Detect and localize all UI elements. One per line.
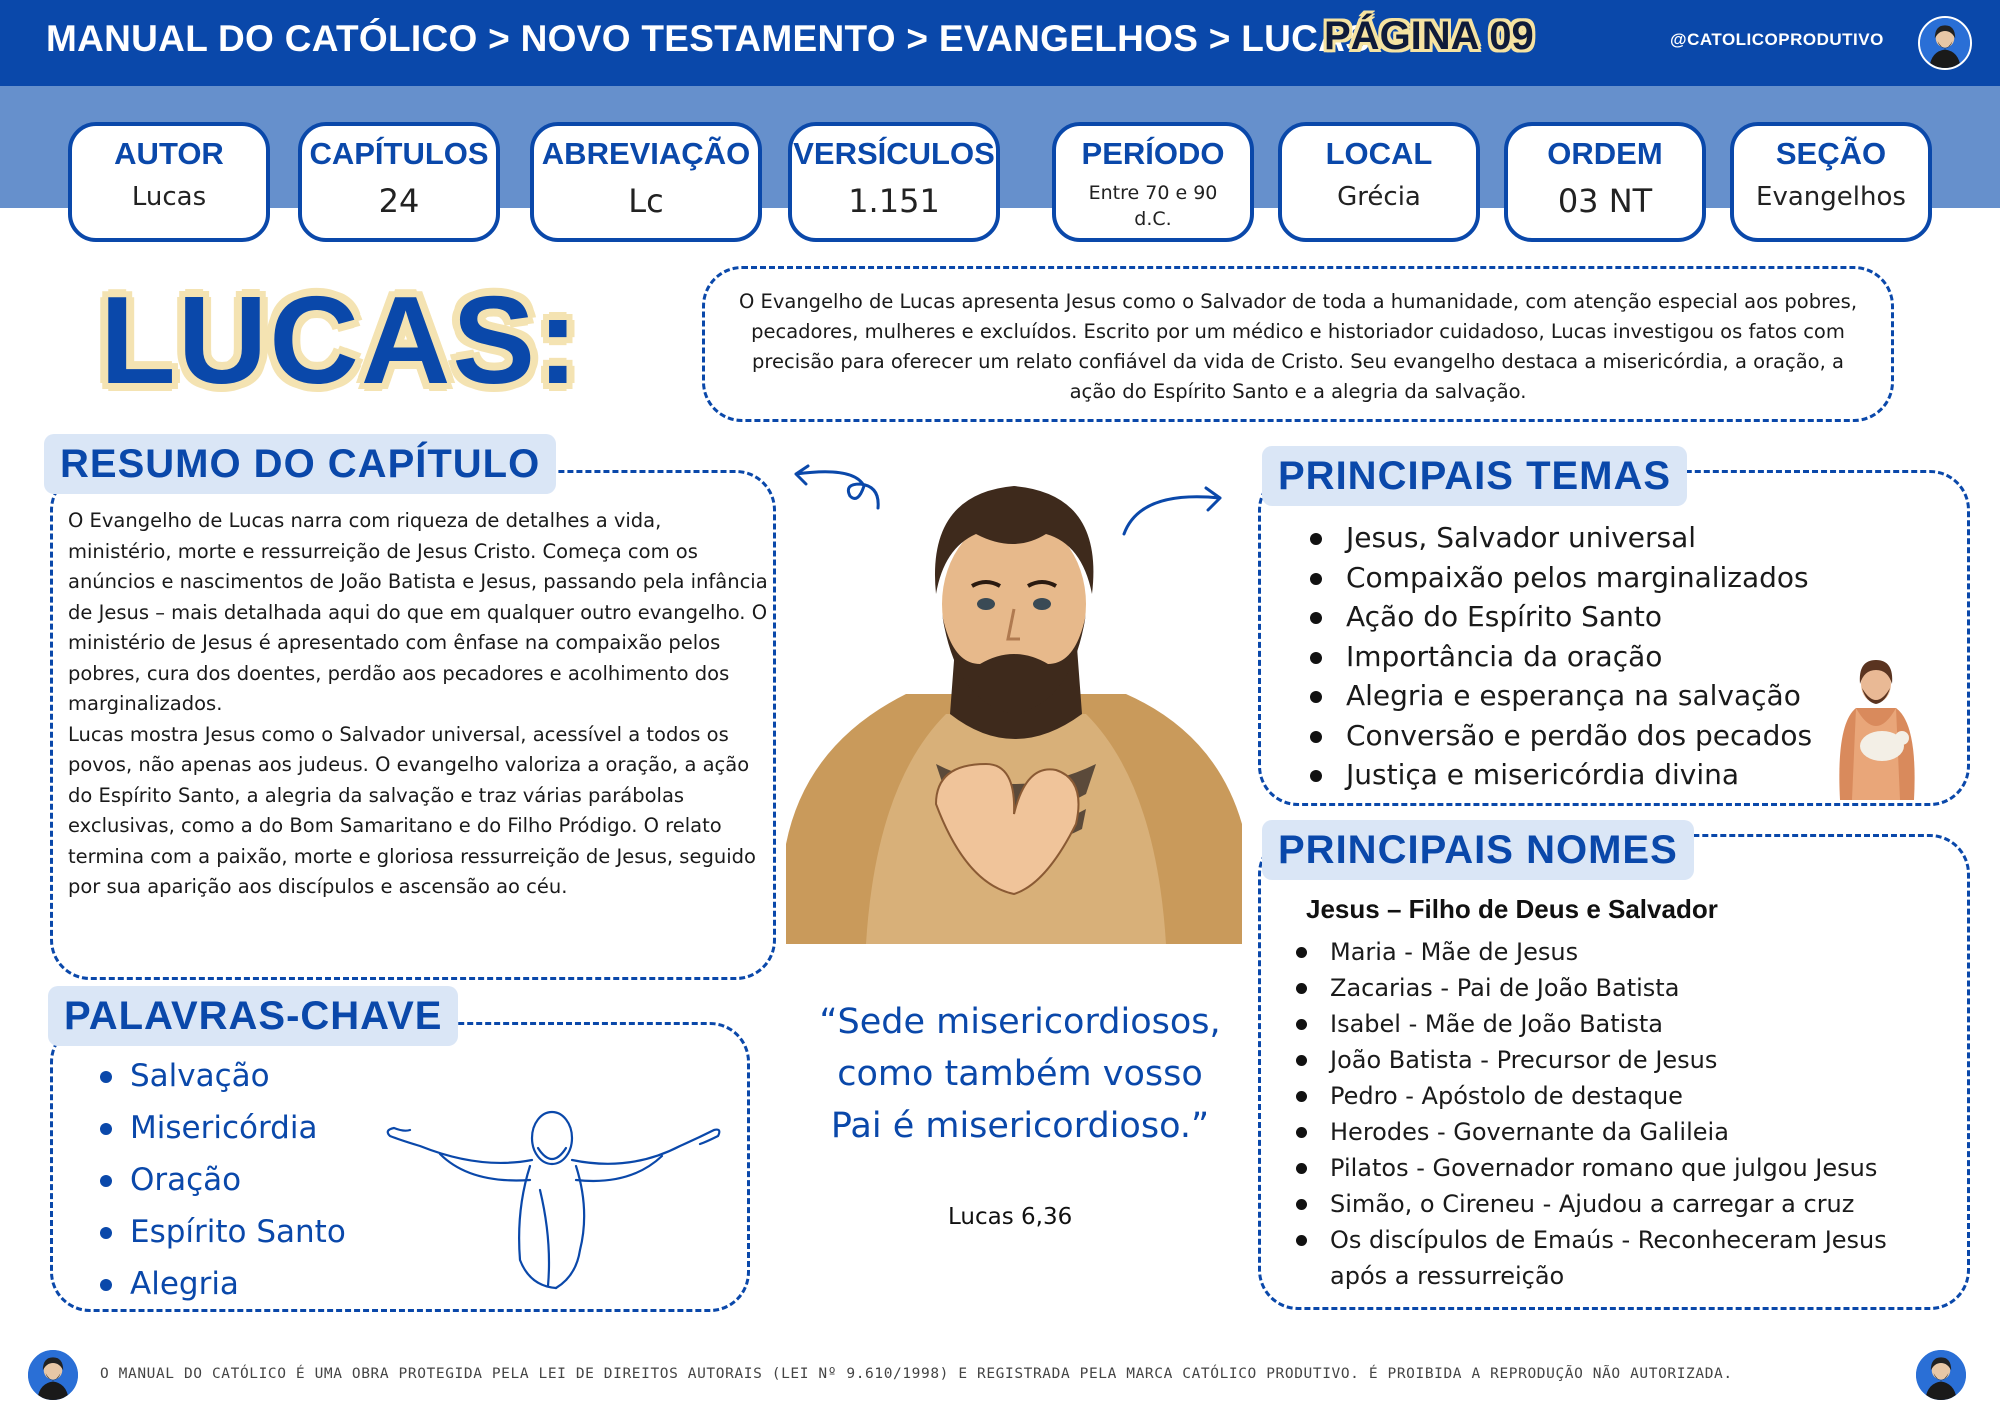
card-abreviacao (530, 122, 762, 242)
card-value: 03 NT (1557, 182, 1653, 220)
card-label: ORDEM (1547, 136, 1663, 171)
card-label: VERSÍCULOS (793, 136, 995, 171)
name-item: Herodes - Governante da Galileia (1296, 1114, 1916, 1150)
card-capitulos (298, 122, 500, 242)
card-secao (1730, 122, 1932, 242)
card-ordem (1504, 122, 1706, 242)
names-list (1296, 934, 1916, 1294)
book-title: LUCAS: (100, 272, 581, 410)
name-item: Pilatos - Governador romano que julgou Jesus (1296, 1150, 1916, 1186)
card-value: Entre 70 e 90 d.C. (1088, 182, 1218, 230)
name-item: Isabel - Mãe de João Batista (1296, 1006, 1916, 1042)
name-item: Zacarias - Pai de João Batista (1296, 970, 1916, 1006)
card-value: Lucas (131, 182, 207, 212)
name-item: Os discípulos de Emaús - Reconheceram Jesus após a ressurreição (1296, 1222, 1916, 1294)
card-value: Evangelhos (1756, 182, 1906, 212)
social-handle[interactable]: @CATOLICOPRODUTIVO (1670, 30, 1884, 49)
theme-item: Jesus, Salvador universal (1310, 518, 1812, 558)
card-label: CAPÍTULOS (309, 136, 489, 171)
card-autor (68, 122, 270, 242)
card-value: 24 (378, 182, 420, 220)
card-value: Grécia (1337, 182, 1421, 212)
theme-item: Ação do Espírito Santo (1310, 597, 1812, 637)
curved-arrow-right-icon (1120, 480, 1230, 540)
intro-text: O Evangelho de Lucas apresenta Jesus como o Salvador de toda a humanidade, com atenção especial aos pobres, pecadores, mulheres e excluídos. Escrito por um médico e historiador cuidadoso, Lucas investigou os fatos com precisão para oferecer um relato confiável da vida de Cristo. Seu evangelho destaca a misericórdia, a oração, a ação do Espírito Santo e a alegria da salvação. (702, 266, 1894, 422)
card-label: AUTOR (114, 136, 224, 171)
card-label: ABREVIAÇÃO (541, 136, 751, 171)
keyword-item: Misericórdia (100, 1102, 346, 1154)
card-label: PERÍODO (1081, 136, 1225, 171)
summary-heading: RESUMO DO CAPÍTULO (44, 434, 556, 494)
names-main: Jesus – Filho de Deus e Salvador (1306, 894, 1718, 924)
jesus-with-lamb-illustration (1826, 654, 1926, 800)
card-value: Lc (628, 182, 664, 220)
avatar-icon (26, 1348, 80, 1402)
name-item: João Batista - Precursor de Jesus (1296, 1042, 1916, 1078)
name-item: Simão, o Cireneu - Ajudou a carregar a cruz (1296, 1186, 1916, 1222)
curved-arrow-left-icon (784, 456, 884, 516)
card-versiculos (788, 122, 1000, 242)
avatar-icon (1918, 16, 1972, 70)
theme-item: Justiça e misericórdia divina (1310, 755, 1812, 795)
themes-heading: PRINCIPAIS TEMAS (1262, 446, 1687, 506)
avatar-icon (1914, 1348, 1968, 1402)
summary-paragraph: O Evangelho de Lucas narra com riqueza de detalhes a vida, ministério, morte e ressurreição de Jesus Cristo. Começa com os anúncios e nascimentos de João Batista e Jesus, passando pela infância de Jesus – mais detalhada aqui do que em qualquer outro evangelho. O ministério de Jesus é apresentado com ênfase na compaixão pelos pobres, cura dos doentes, perdão aos pecadores e acolhimento dos marginalizados. (68, 509, 768, 715)
keyword-item: Espírito Santo (100, 1206, 346, 1258)
keywords-list (100, 1050, 346, 1310)
keyword-item: Alegria (100, 1258, 346, 1310)
keywords-heading: PALAVRAS-CHAVE (48, 986, 458, 1046)
card-label: LOCAL (1325, 136, 1433, 171)
card-periodo (1052, 122, 1254, 242)
card-value: 1.151 (848, 182, 940, 220)
copyright-footer: O MANUAL DO CATÓLICO É UMA OBRA PROTEGIDA PELA LEI DE DIREITOS AUTORAIS (LEI Nº 9.610/1998) E REGISTRADA PELA MARCA CATÓLICO PRODUTIVO. É PROIBIDA A REPRODUÇÃO NÃO AUTORIZADA. (100, 1366, 1733, 1382)
themes-list (1310, 518, 1812, 795)
keyword-item: Oração (100, 1154, 346, 1206)
theme-item: Importância da oração (1310, 637, 1812, 677)
name-item: Maria - Mãe de Jesus (1296, 934, 1916, 970)
keyword-item: Salvação (100, 1050, 346, 1102)
card-local (1278, 122, 1480, 242)
names-heading: PRINCIPAIS NOMES (1262, 820, 1694, 880)
card-label: SEÇÃO (1775, 136, 1887, 171)
bible-quote: “Sede misericordiosos, como também vosso Pai é misericordioso.” (819, 1002, 1221, 1146)
page-label: PÁGINA 09 (1324, 14, 1534, 58)
theme-item: Compaixão pelos marginalizados (1310, 558, 1812, 598)
name-item: Pedro - Apóstolo de destaque (1296, 1078, 1916, 1114)
breadcrumb: MANUAL DO CATÓLICO > NOVO TESTAMENTO > EVANGELHOS > LUCAS (46, 18, 1371, 59)
summary-text (68, 506, 768, 903)
theme-item: Alegria e esperança na salvação (1310, 676, 1812, 716)
quote-reference: Lucas 6,36 (948, 1204, 1073, 1230)
risen-christ-line-drawing (380, 1100, 730, 1290)
theme-item: Conversão e perdão dos pecados (1310, 716, 1812, 756)
summary-paragraph: Lucas mostra Jesus como o Salvador universal, acessível a todos os povos, não apenas aos judeus. O evangelho valoriza a oração, a ação do Espírito Santo, a alegria da salvação e traz várias parábolas exclusivas, como a do Bom Samaritano e do Filho Pródigo. O relato termina com a paixão, morte e gloriosa ressurreição de Jesus, seguido por sua aparição aos discípulos e ascensão ao céu. (68, 722, 756, 898)
